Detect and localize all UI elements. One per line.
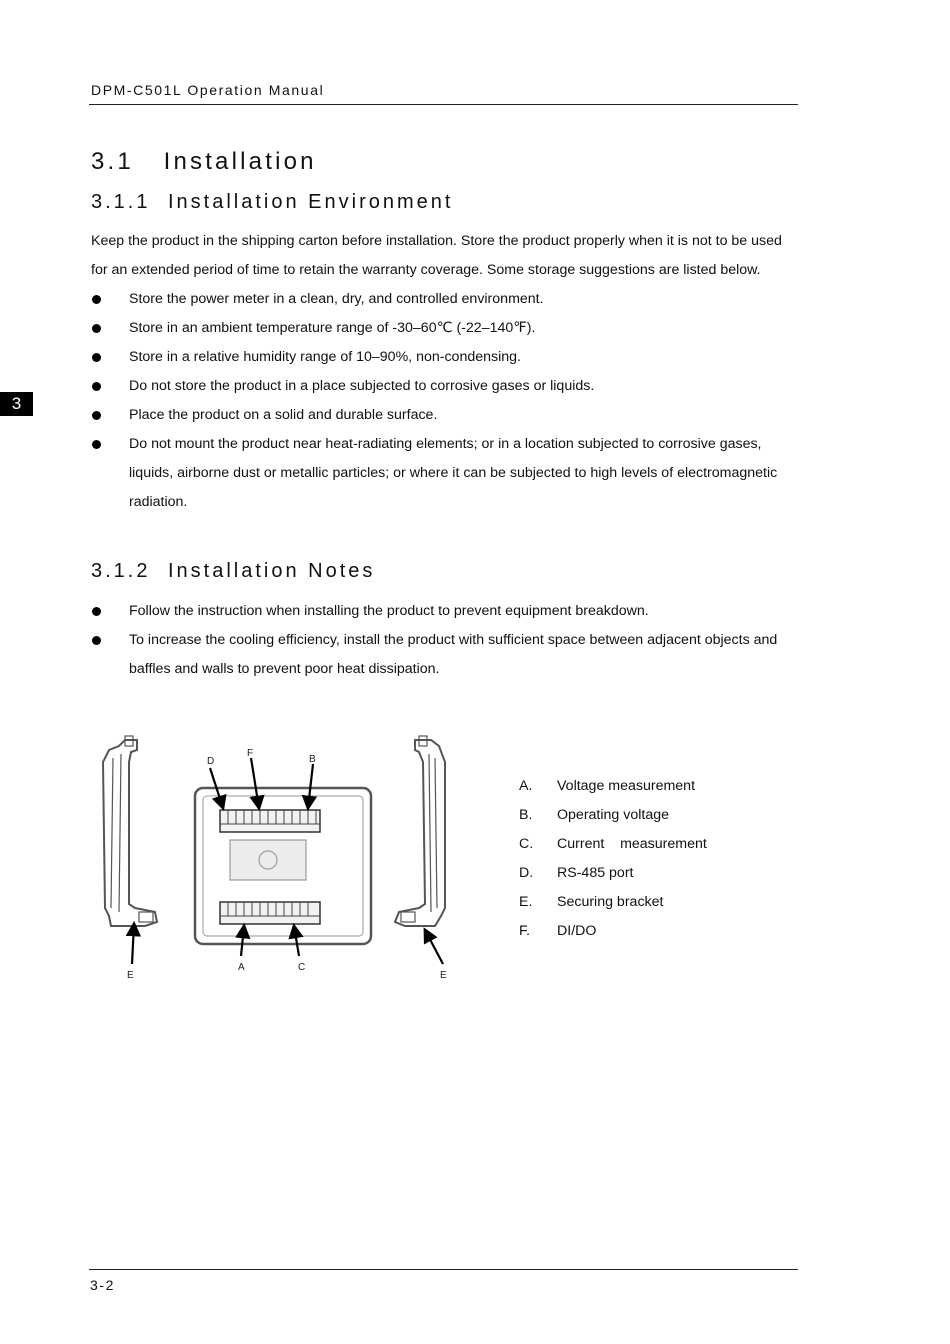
bullet-icon xyxy=(92,636,101,645)
env-intro-line1: Keep the product in the shipping carton before installation. Store the product properly when it is not to be used xyxy=(91,233,782,249)
callout-label: B xyxy=(309,754,316,765)
legend-row: A. Voltage measurement xyxy=(519,778,696,794)
legend-row: F. DI/DO xyxy=(519,923,597,939)
figure-legend xyxy=(519,772,707,946)
env-number: 3.1.1 xyxy=(91,191,151,213)
notes-heading xyxy=(91,560,375,583)
meter-diagram-svg xyxy=(89,722,469,992)
meter-rear-diagram xyxy=(89,722,469,992)
left-bracket xyxy=(103,736,157,926)
section-title: Installation xyxy=(163,148,317,175)
list-item: Place the product on a solid and durable surface. xyxy=(91,401,803,430)
footer-rule xyxy=(89,1269,798,1270)
right-bracket xyxy=(395,736,445,926)
bullet-icon xyxy=(92,440,101,449)
legend-row: E. Securing bracket xyxy=(519,894,664,910)
section-number: 3.1 xyxy=(91,148,134,175)
bullet-icon xyxy=(92,324,101,333)
header-rule xyxy=(89,104,798,105)
legend-row: B. Operating voltage xyxy=(519,807,669,823)
list-item: Follow the instruction when installing the product to prevent equipment breakdown. xyxy=(91,597,803,626)
callout-label: A xyxy=(238,962,245,973)
env-heading xyxy=(91,191,453,214)
header-title: DPM-C501L Operation Manual xyxy=(91,82,325,98)
bullet-icon xyxy=(92,382,101,391)
env-bullet-list xyxy=(91,285,803,517)
env-intro xyxy=(91,227,803,285)
callout-label: C xyxy=(298,962,306,973)
section-heading xyxy=(91,148,317,176)
list-item: Store in a relative humidity range of 10–90%, non-condensing. xyxy=(91,343,803,372)
meter-body xyxy=(195,788,371,944)
bullet-icon xyxy=(92,607,101,616)
list-item: Do not mount the product near heat-radiating elements; or in a location subjected to corrosive gases, liquids, airborne dust or metallic particles; or where it can be subjected to high levels of electromagnetic radiation. xyxy=(91,430,803,517)
legend-row: D. RS-485 port xyxy=(519,865,634,881)
env-intro-line2: for an extended period of time to retain the warranty coverage. Some storage suggestions are listed below. xyxy=(91,262,761,278)
bullet-icon xyxy=(92,353,101,362)
list-item: Store the power meter in a clean, dry, and controlled environment. xyxy=(91,285,803,314)
callout-label: E xyxy=(127,970,134,981)
bullet-icon xyxy=(92,295,101,304)
page-number: 3-2 xyxy=(90,1277,116,1293)
chapter-tab: 3 xyxy=(0,392,33,416)
notes-title: Installation Notes xyxy=(168,560,376,582)
callout-label: D xyxy=(207,756,215,767)
list-item: To increase the cooling efficiency, install the product with sufficient space between adjacent objects and baffles and walls to prevent poor heat dissipation. xyxy=(91,626,803,684)
callout-label: F xyxy=(247,748,254,759)
notes-number: 3.1.2 xyxy=(91,560,151,582)
list-item: Store in an ambient temperature range of -30–60℃ (-22–140℉). xyxy=(91,314,803,343)
callout-label: E xyxy=(440,970,447,981)
list-item: Do not store the product in a place subjected to corrosive gases or liquids. xyxy=(91,372,803,401)
legend-row: C. Current measurement xyxy=(519,836,707,852)
notes-bullet-list xyxy=(91,597,803,684)
bullet-icon xyxy=(92,411,101,420)
env-title: Installation Environment xyxy=(168,191,454,213)
